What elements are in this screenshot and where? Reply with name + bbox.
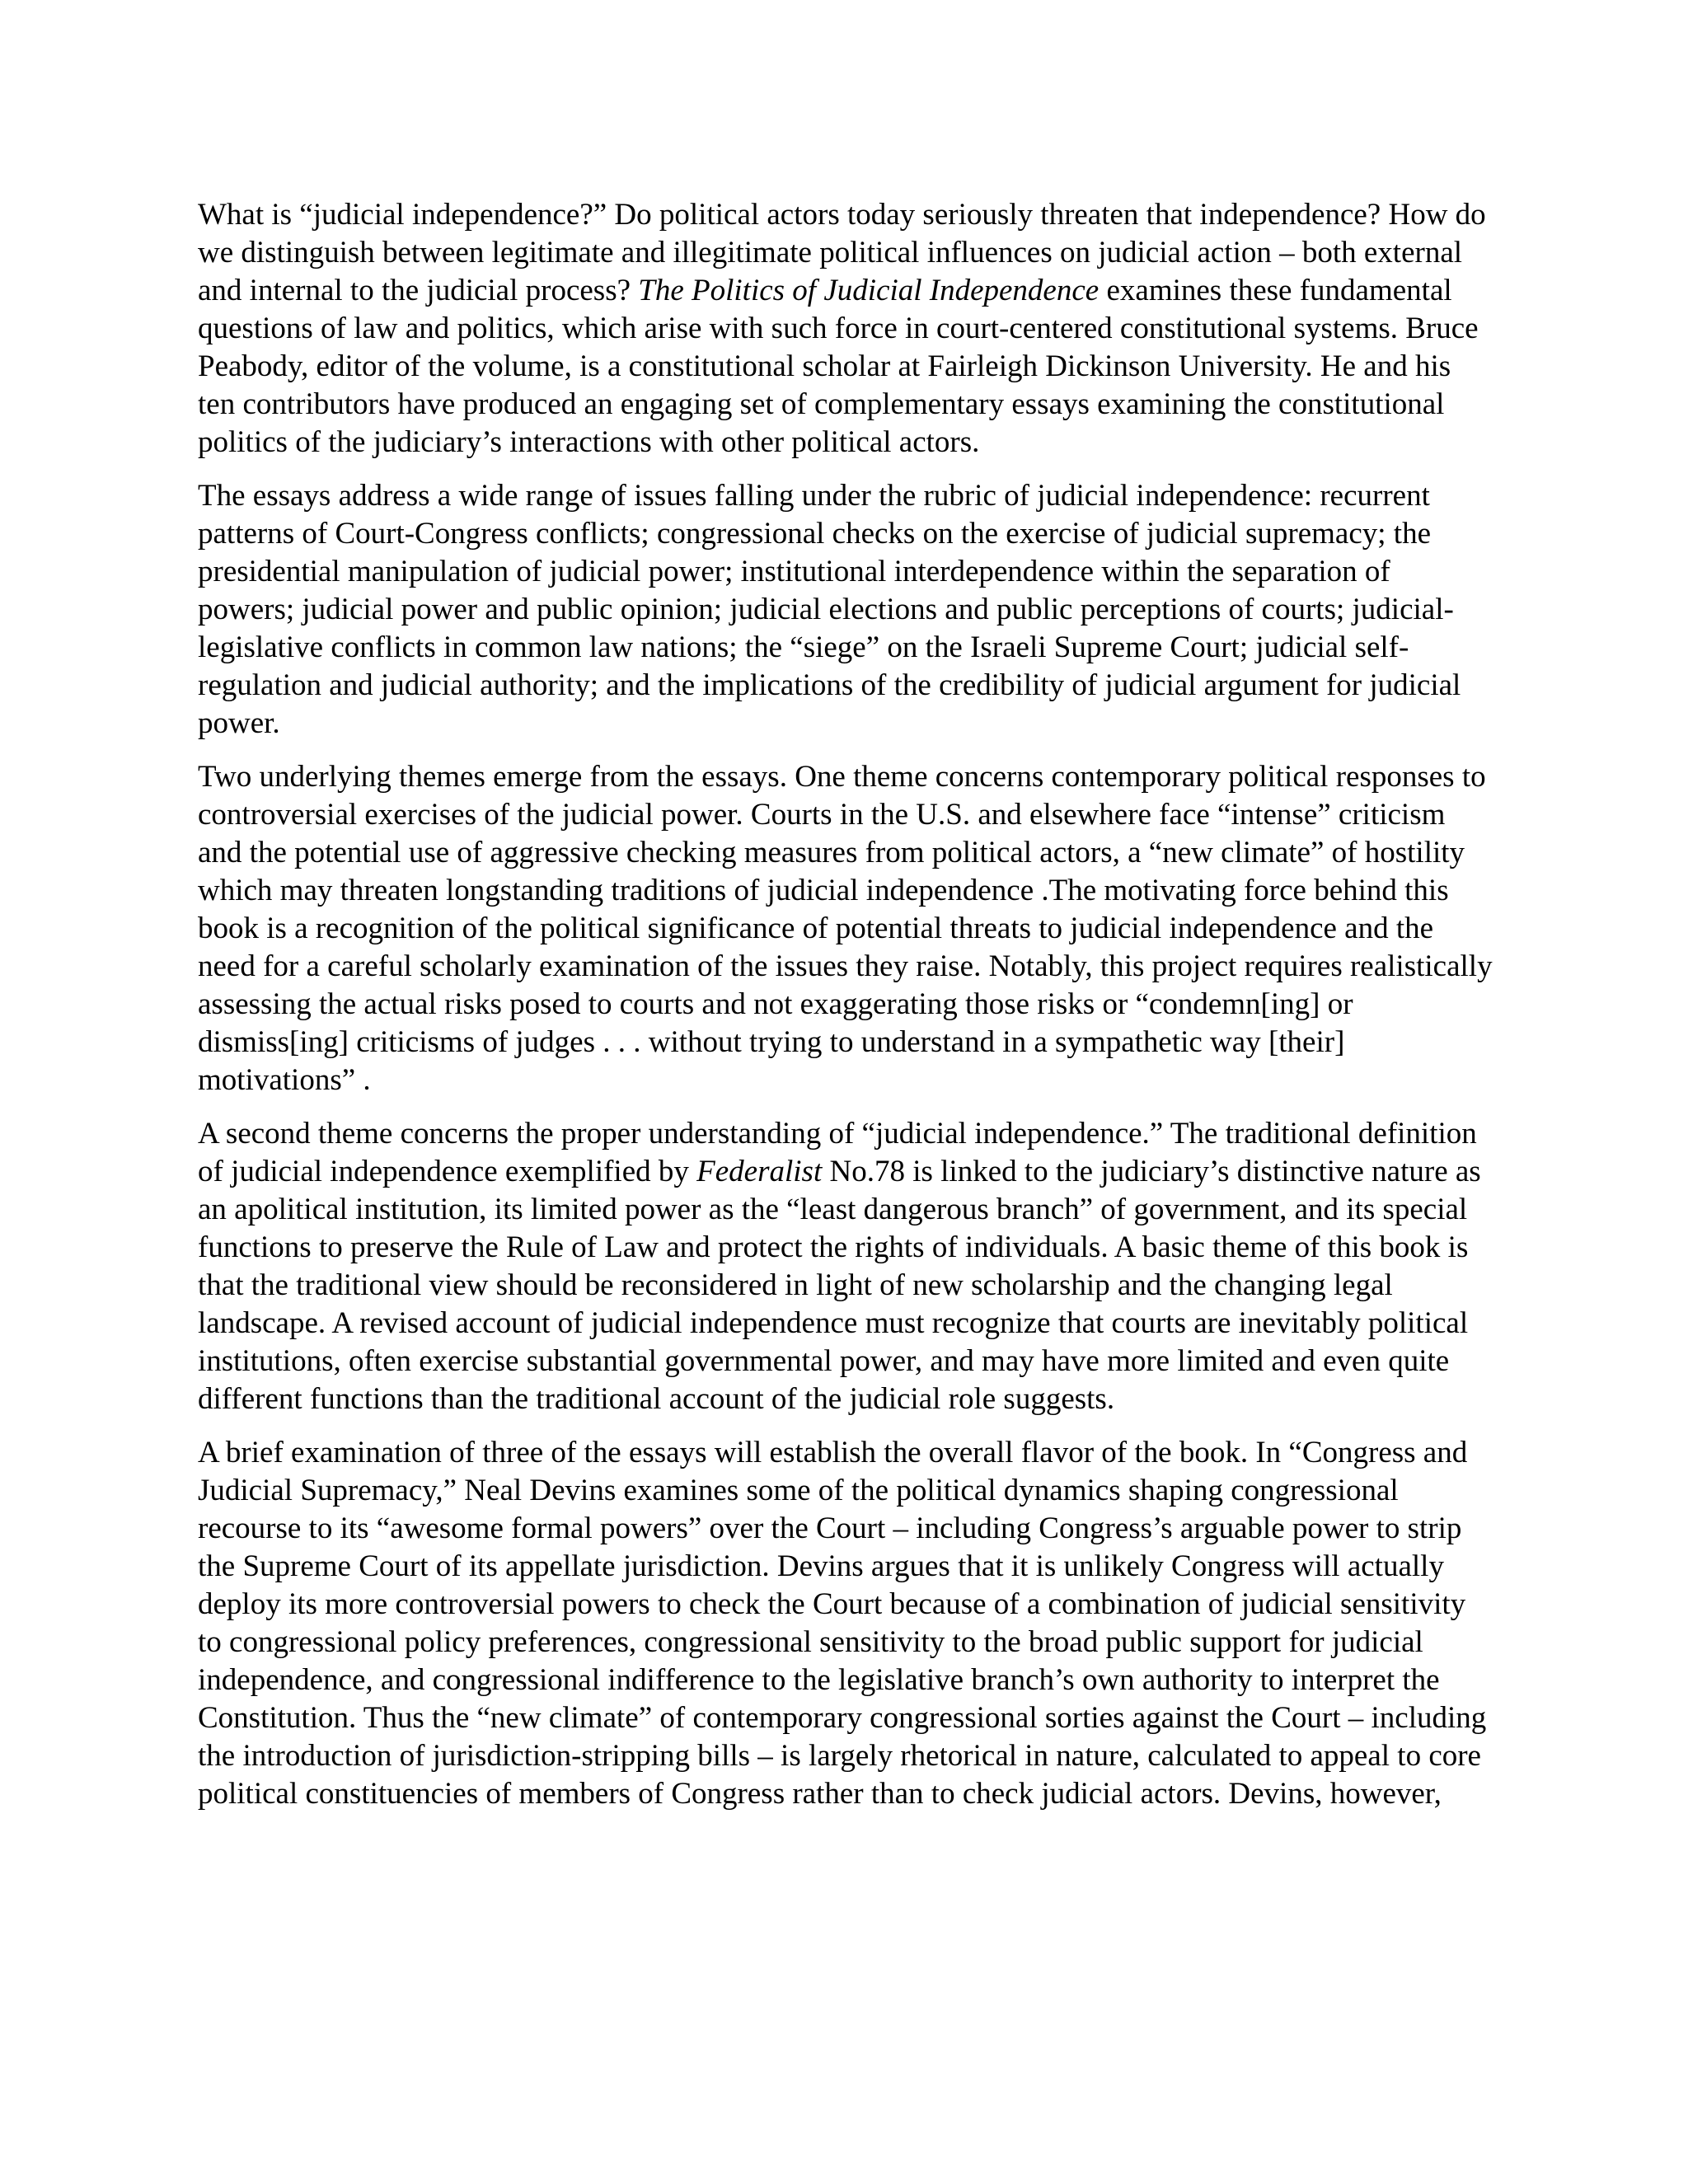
paragraph-1-run-3: examines these fundamental questions of law and politics, which arise with such force in court-centered constitutional systems. Bruce Peabody, editor of the volume, is a constitutional scholar at Fairleigh Dickinson University. He and his ten contributors have produced an engaging set of complementary essays examining the constitutional politics of the judiciary’s interactions with other political actors. [198,274,1479,459]
federalist-italic: Federalist [696,1155,823,1188]
paragraph-4-run-3: No.78 is linked to the judiciary’s distinctive nature as an apolitical institution, its limited power as the “least dangerous branch” of government, and its special functions to preserve the Rule of Law and protect the rights of individuals. A basic theme of this book is that the traditional view should be reconsidered in light of new scholarship and the changing legal landscape. A revised account of judicial independence must recognize that courts are inevitably political institutions, often exercise substantial governmental power, and may have more limited and even quite different functions than the traditional account of the judicial role suggests. [198,1155,1481,1416]
paragraph-4 [198,1115,1493,1418]
paragraph-5 [198,1434,1493,1813]
body-text [198,196,1493,1829]
paragraph-4-run-1: A second theme concerns the proper understanding of “judicial independence.” The traditional definition of judicial independence exemplified by [198,1117,1477,1188]
paragraph-1-run-1: What is “judicial independence?” Do political actors today seriously threaten that independence? How do we distinguish between legitimate and illegitimate political influences on judicial action – both external and internal to the judicial process? [198,198,1486,307]
paragraph-2-run-1: The essays address a wide range of issues falling under the rubric of judicial independence: recurrent patterns of Court-Congress conflicts; congressional checks on the exercise of judicial supremacy; the presidential manipulation of judicial power; institutional interdependence within the separation of powers; judicial power and public opinion; judicial elections and public perceptions of courts; judicial-legislative conflicts in common law nations; the “siege” on the Israeli Supreme Court; judicial self-regulation and judicial authority; and the implications of the credibility of judicial argument for judicial power. [198,479,1461,740]
paragraph-3 [198,758,1493,1099]
paragraph-5-run-1: A brief examination of three of the essays will establish the overall flavor of the book. In “Congress and Judicial Supremacy,” Neal Devins examines some of the political dynamics shaping congressional recourse to its “awesome formal powers” over the Court – including Congress’s arguable power to strip the Supreme Court of its appellate jurisdiction. Devins argues that it is unlikely Congress will actually deploy its more controversial powers to check the Court because of a combination of judicial sensitivity to congressional policy preferences, congressional sensitivity to the broad public support for judicial independence, and congressional indifference to the legislative branch’s own authority to interpret the Constitution. Thus the “new climate” of contemporary congressional sorties against the Court – including the introduction of jurisdiction-stripping bills – is largely rhetorical in nature, calculated to appeal to core political constituencies of members of Congress rather than to check judicial actors. Devins, however, [198,1436,1487,1811]
book-title-italic: The Politics of Judicial Independence [638,274,1100,307]
paragraph-1 [198,196,1493,462]
paragraph-2 [198,477,1493,743]
paragraph-3-run-1: Two underlying themes emerge from the essays. One theme concerns contemporary political responses to controversial exercises of the judicial power. Courts in the U.S. and elsewhere face “intense” criticism and the potential use of aggressive checking measures from political actors, a “new climate” of hostility which may threaten longstanding traditions of judicial independence .The motivating force behind this book is a recognition of the political significance of potential threats to judicial independence and the need for a careful scholarly examination of the issues they raise. Notably, this project requires realistically assessing the actual risks posed to courts and not exaggerating those risks or “condemn[ing] or dismiss[ing] criticisms of judges . . . without trying to understand in a sympathetic way [their] motivations” . [198,760,1493,1097]
